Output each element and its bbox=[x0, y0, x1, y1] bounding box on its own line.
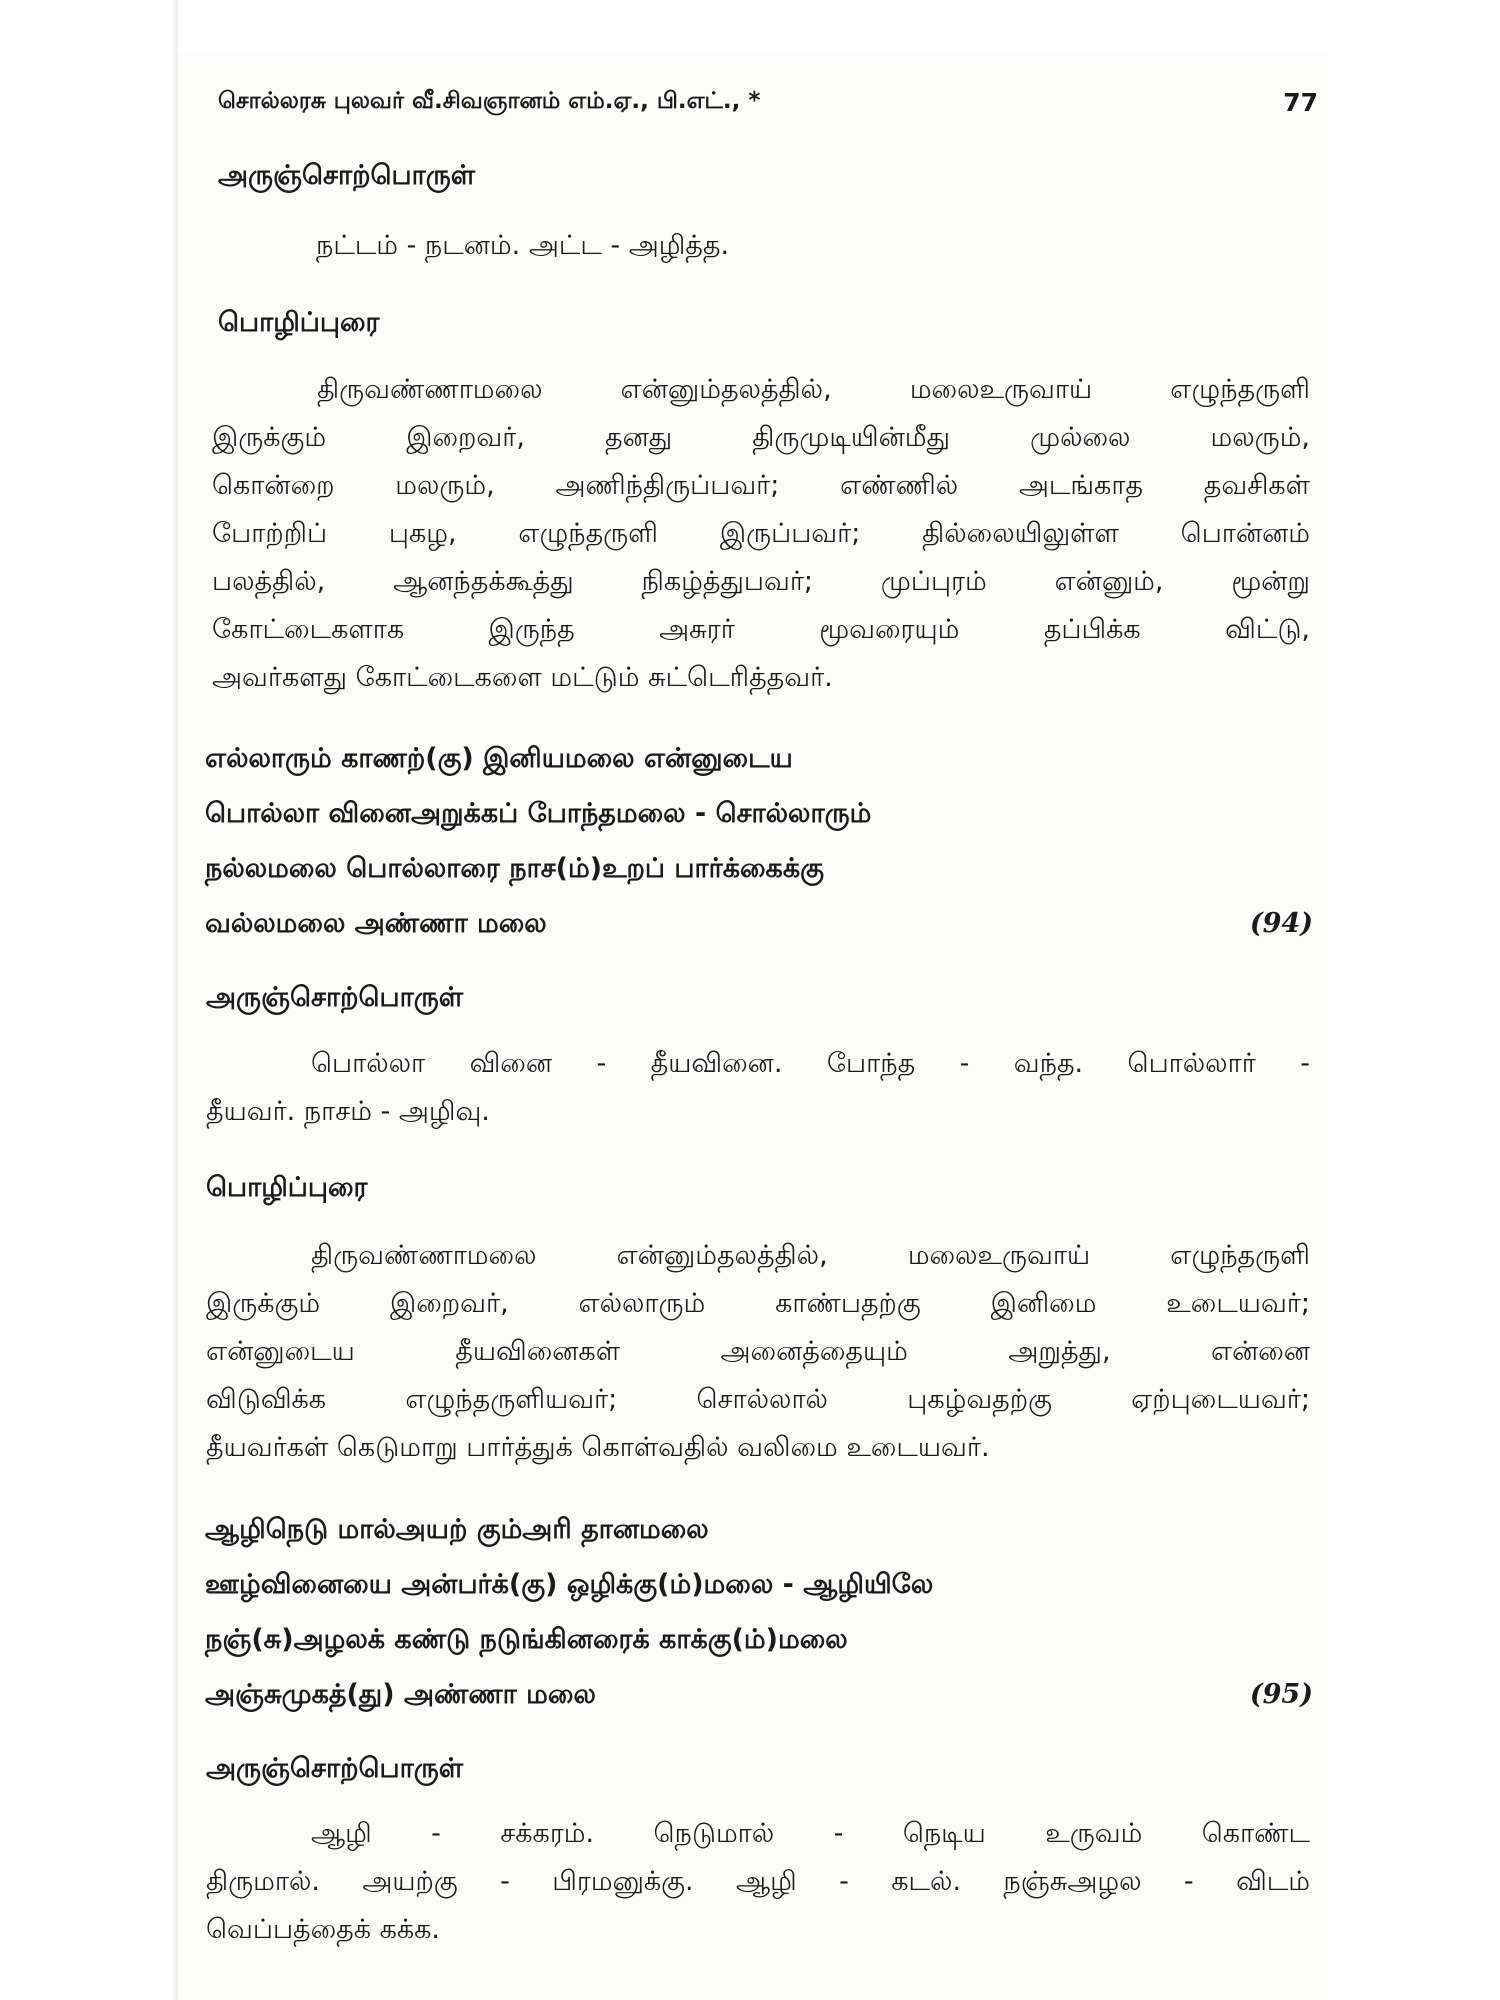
explanation-line: என்னுடைய தீயவினைகள் அனைத்தையும் அறுத்து, என்னை bbox=[206, 1336, 1310, 1367]
gloss-line: தீயவர். நாசம் - அழிவு. bbox=[206, 1096, 490, 1127]
gloss-line: பொல்லா வினை - தீயவினை. போந்த - வந்த. பொல்லார் - bbox=[311, 1048, 1310, 1079]
book-spine-margin bbox=[0, 0, 178, 2000]
explanation-heading-1: பொழிப்புரை bbox=[218, 307, 380, 338]
gloss-heading-2: அருஞ்சொற்பொருள் bbox=[206, 982, 464, 1013]
gloss-line: ஆழி - சக்கரம். நெடுமால் - நெடிய உருவம் கொண்ட bbox=[311, 1818, 1310, 1849]
explanation-line: போற்றிப் புகழ, எழுந்தருளி இருப்பவர்; தில்லையிலுள்ள பொன்னம் bbox=[212, 518, 1310, 549]
explanation-paragraph-1 bbox=[212, 366, 1310, 702]
explanation-line: பலத்தில், ஆனந்தக்கூத்து நிகழ்த்துபவர்; முப்புரம் என்னும், மூன்று bbox=[212, 566, 1310, 597]
gloss-paragraph-2 bbox=[206, 1040, 1310, 1136]
verse-number: (95) bbox=[1249, 1679, 1313, 1710]
gloss-line: திருமால். அயற்கு - பிரமனுக்கு. ஆழி - கடல். நஞ்சுஅழல - விடம் bbox=[206, 1866, 1310, 1897]
verse-line-last bbox=[205, 908, 1313, 963]
explanation-line: இருக்கும் இறைவர், தனது திருமுடியின்மீது முல்லை மலரும், bbox=[212, 422, 1310, 453]
explanation-line: இருக்கும் இறைவர், எல்லாரும் காண்பதற்கு இனிமை உடையவர்; bbox=[206, 1288, 1310, 1319]
verse-line-last bbox=[205, 1679, 1313, 1734]
verse-line-text: வல்லமலை அண்ணா மலை bbox=[205, 908, 547, 939]
verse-line-text: அஞ்சுமுகத்(து) அண்ணா மலை bbox=[205, 1679, 596, 1710]
gloss-line: வெப்பத்தைக் கக்க. bbox=[206, 1914, 441, 1945]
verse-94 bbox=[205, 743, 1313, 963]
explanation-line: கோட்டைகளாக இருந்த அசுரர் மூவரையும் தப்பிக்க விட்டு, bbox=[212, 614, 1310, 645]
gloss-text-1: நட்டம் - நடனம். அட்ட - அழித்த. bbox=[316, 230, 730, 261]
verse-line: எல்லாரும் காணற்(கு) இனியமலை என்னுடைய bbox=[205, 743, 793, 774]
explanation-heading-2: பொழிப்புரை bbox=[206, 1172, 368, 1203]
explanation-line: திருவண்ணாமலை என்னும்தலத்தில், மலைஉருவாய் எழுந்தருளி bbox=[317, 374, 1310, 405]
page-number: 77 bbox=[1283, 88, 1318, 117]
explanation-line: விடுவிக்க எழுந்தருளியவர்; சொல்லால் புகழ்வதற்கு ஏற்புடையவர்; bbox=[206, 1384, 1310, 1415]
gloss-paragraph-3 bbox=[206, 1810, 1310, 1954]
verse-line: நல்லமலை பொல்லாரை நாச(ம்)உறப் பார்க்கைக்கு bbox=[205, 853, 824, 884]
verse-line: பொல்லா வினைஅறுக்கப் போந்தமலை - சொல்லாரும் bbox=[205, 798, 872, 829]
page-header bbox=[218, 88, 1318, 128]
verse-line: ஆழிநெடு மால்அயற் கும்அரி தானமலை bbox=[205, 1514, 709, 1545]
verse-number: (94) bbox=[1249, 908, 1313, 939]
gloss-heading-3: அருஞ்சொற்பொருள் bbox=[206, 1753, 464, 1784]
explanation-line: தீயவர்கள் கெடுமாறு பார்த்துக் கொள்வதில் வலிமை உடையவர். bbox=[206, 1432, 990, 1463]
verse-line: ஊழ்வினையை அன்பர்க்(கு) ஒழிக்கு(ம்)மலை - ஆழியிலே bbox=[205, 1569, 934, 1600]
explanation-line: கொன்றை மலரும், அணிந்திருப்பவர்; எண்ணில் அடங்காத தவசிகள் bbox=[212, 470, 1310, 501]
verse-line: நஞ்(சு)அழலக் கண்டு நடுங்கினரைக் காக்கு(ம்)மலை bbox=[205, 1624, 848, 1655]
explanation-paragraph-2 bbox=[206, 1232, 1310, 1472]
explanation-line: அவர்களது கோட்டைகளை மட்டும் சுட்டெரித்தவர். bbox=[212, 662, 833, 693]
gloss-heading-1: அருஞ்சொற்பொருள் bbox=[218, 160, 476, 191]
explanation-line: திருவண்ணாமலை என்னும்தலத்தில், மலைஉருவாய் எழுந்தருளி bbox=[311, 1240, 1310, 1271]
author-line: சொல்லரசு புலவர் வீ.சிவஞானம் எம்.ஏ., பி.எட்., * bbox=[218, 88, 761, 114]
verse-95 bbox=[205, 1514, 1313, 1734]
